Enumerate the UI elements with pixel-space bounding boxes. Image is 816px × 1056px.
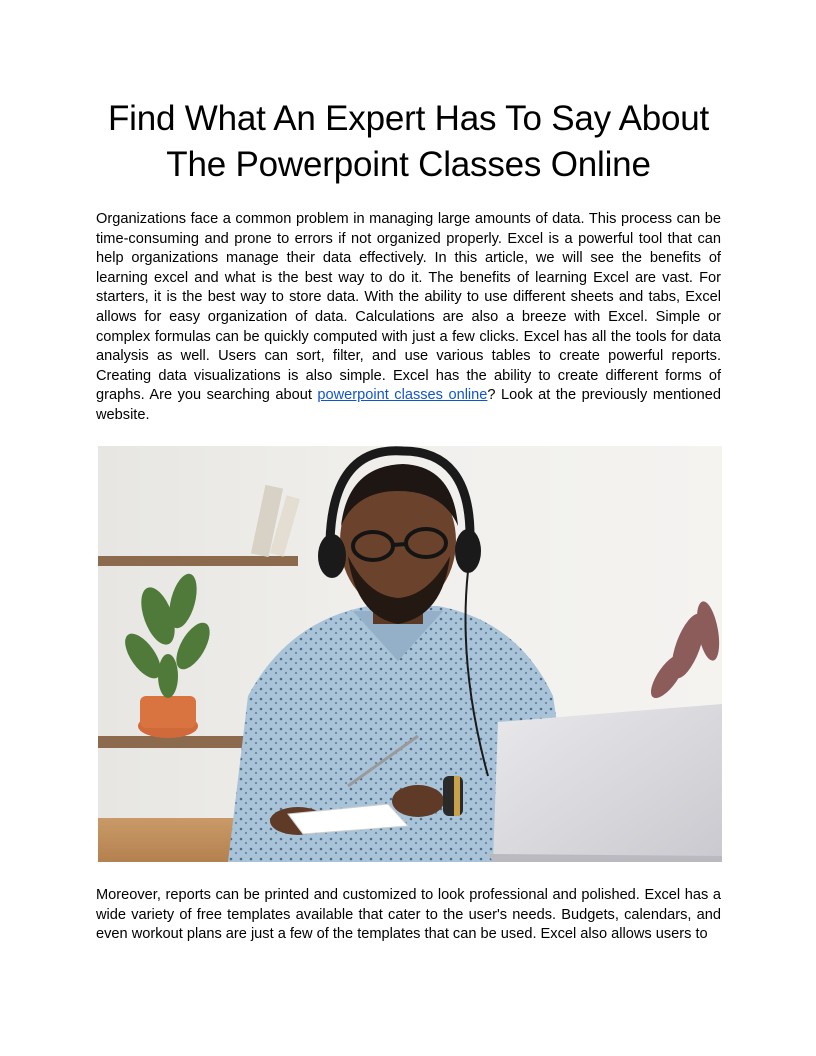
intro-paragraph [96, 210, 721, 426]
man-headphones-laptop-photo-icon [98, 446, 722, 862]
article-photo [98, 446, 722, 862]
intro-text-after-link: ? Look at the previously mentioned website. [96, 387, 721, 423]
document-title: Find What An Expert Has To Say About The Powerpoint Classes Online [107, 99, 710, 184]
intro-text-before-link: Organizations face a common problem in managing large amounts of data. This process can be time-consuming and prone to errors if not organized properly. Excel is a powerful tool that can help organizations manage their data effectively. In this article, we will see the benefits of learning excel and what is the best way to do it. The benefits of learning Excel are vast. For starters, it is the best way to store data. With the ability to use different sheets and tabs, Excel allows for easy organization of data. Calculations are also a breeze with Excel. Simple or complex formulas can be quickly computed with just a few clicks. Excel has all the tools for data analysis as well. Users can sort, filter, and use various tables to create powerful reports. Creating data visualizations is also simple. Excel has the ability to create different forms of graphs. Are you searching about [96, 211, 721, 404]
powerpoint-classes-link[interactable]: powerpoint classes online [317, 387, 488, 404]
second-paragraph: Moreover, reports can be printed and customized to look professional and polished. Excel has a wide variety of free templates available that cater to the user's needs. Budgets, calendars, and even workout plans are just a few of the templates that can be used. Excel also allows users to [96, 887, 721, 943]
